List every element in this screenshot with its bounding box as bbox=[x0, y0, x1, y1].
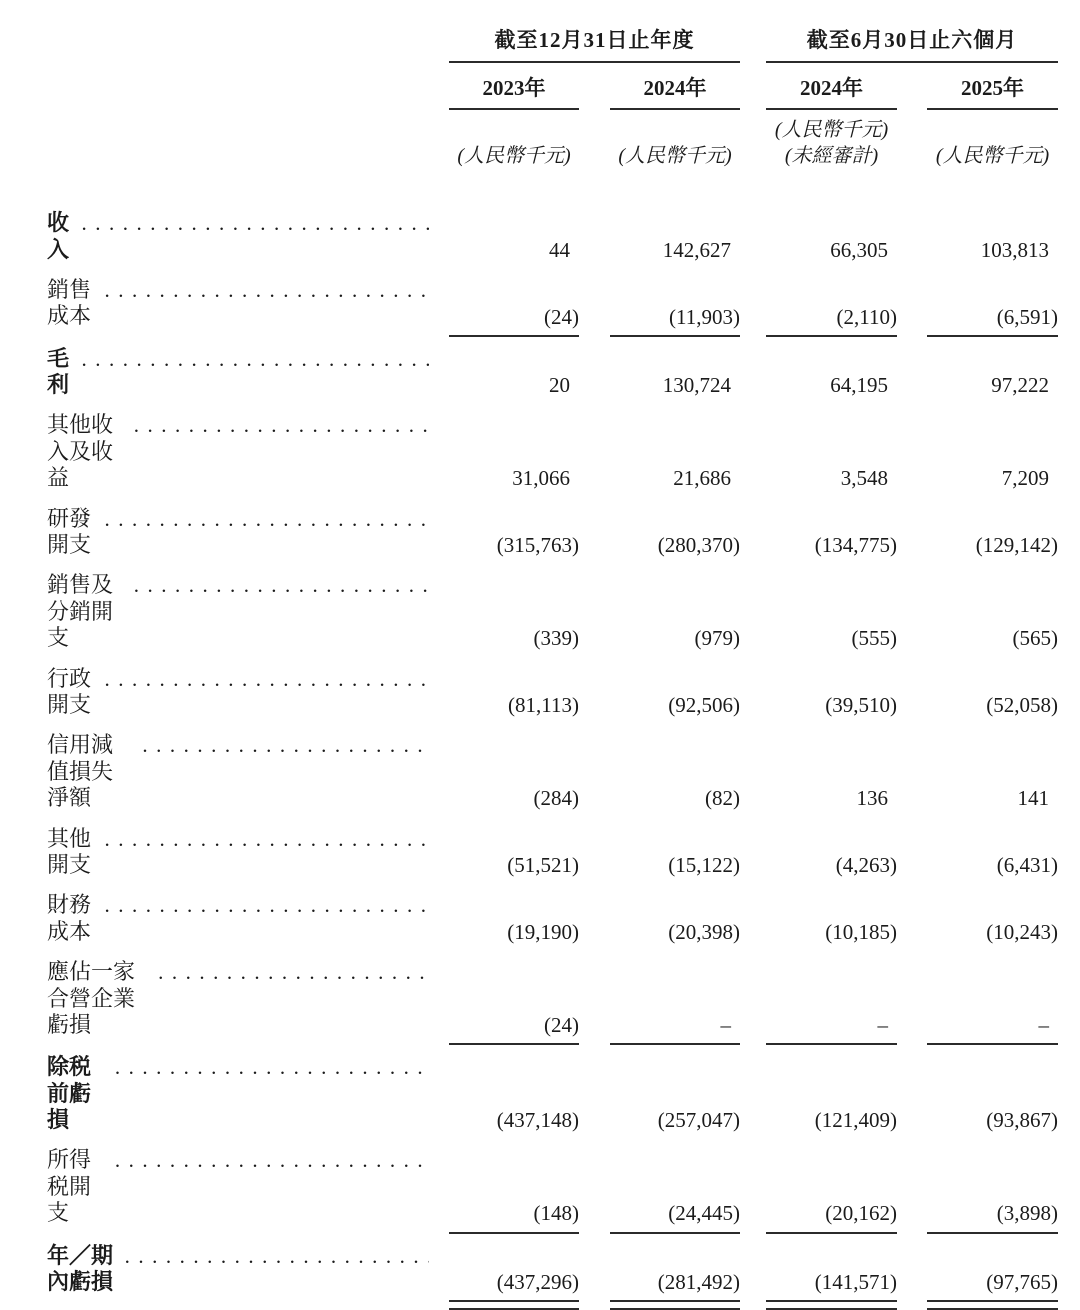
value-2024-interim: (4,263) bbox=[835, 853, 897, 878]
table-row bbox=[47, 725, 1080, 818]
dot-leader bbox=[142, 732, 429, 758]
year-header-2023: 2023年 bbox=[449, 63, 579, 110]
table-row bbox=[47, 339, 1080, 406]
unit-label: (人民幣千元) bbox=[457, 145, 571, 168]
column-rule bbox=[927, 1300, 1058, 1310]
unit-label: (人民幣千元) bbox=[935, 145, 1050, 168]
table-row bbox=[47, 203, 1080, 270]
dot-leader bbox=[81, 210, 429, 236]
row-label: 行政開支 bbox=[47, 665, 92, 717]
value-2023: (81,113) bbox=[508, 693, 579, 718]
table-row bbox=[47, 819, 1080, 886]
value-2025-interim: 97,222 bbox=[991, 373, 1049, 398]
value-2024: (20,398) bbox=[668, 919, 740, 944]
value-2024: (280,370) bbox=[657, 533, 740, 558]
value-2024-interim: (134,775) bbox=[814, 533, 897, 558]
year-header-2024: 2024年 bbox=[610, 63, 740, 110]
period-group-interim: 截至6月30日止六個月 bbox=[766, 28, 1058, 63]
value-2024-interim: 66,305 bbox=[830, 237, 888, 262]
value-2023: 44 bbox=[549, 237, 570, 262]
table-row bbox=[47, 952, 1080, 1045]
dot-leader bbox=[81, 346, 429, 372]
dot-leader bbox=[104, 826, 429, 852]
value-2024: 21,686 bbox=[673, 466, 731, 491]
value-2025-interim: (97,765) bbox=[986, 1270, 1058, 1295]
value-2024-interim: (121,409) bbox=[814, 1108, 897, 1133]
column-rule bbox=[449, 1300, 579, 1310]
value-2025-interim: 7,209 bbox=[1001, 466, 1049, 491]
row-label: 銷售成本 bbox=[47, 276, 92, 329]
dot-leader bbox=[104, 892, 429, 918]
value-2023: (284) bbox=[533, 786, 579, 811]
row-label: 信用減值損失淨額 bbox=[47, 732, 114, 811]
value-2023: (437,148) bbox=[496, 1108, 579, 1133]
row-label: 除税前虧損 bbox=[47, 1054, 92, 1133]
header-unit-row bbox=[47, 110, 1080, 169]
table-row bbox=[47, 270, 1080, 337]
column-rule bbox=[610, 1300, 740, 1310]
value-2025-interim: (10,243) bbox=[986, 919, 1058, 944]
value-2024: 130,724 bbox=[662, 373, 731, 398]
column-rule bbox=[766, 1300, 897, 1310]
row-label: 毛利 bbox=[47, 345, 70, 398]
table-body bbox=[47, 203, 1080, 1310]
year-header-2024-interim: 2024年 bbox=[766, 63, 897, 110]
value-2023: (315,763) bbox=[496, 533, 579, 558]
value-2023: 31,066 bbox=[512, 466, 570, 491]
row-label: 所得税開支 bbox=[47, 1147, 92, 1226]
value-2025-interim: (93,867) bbox=[986, 1108, 1058, 1133]
value-2024: (281,492) bbox=[657, 1270, 740, 1295]
value-2025-interim: (565) bbox=[1012, 626, 1058, 651]
table-row bbox=[47, 1140, 1080, 1233]
value-2024: – bbox=[720, 1013, 731, 1038]
dot-leader bbox=[104, 666, 429, 692]
value-2024: (82) bbox=[705, 786, 740, 811]
dot-leader bbox=[125, 1243, 429, 1269]
value-2024-interim: (20,162) bbox=[825, 1201, 897, 1226]
value-2024: (11,903) bbox=[669, 304, 740, 329]
row-label: 其他收入及收益 bbox=[47, 412, 114, 491]
value-2023: (24) bbox=[544, 304, 579, 329]
header-year-row bbox=[47, 63, 1080, 110]
value-2023: (24) bbox=[544, 1013, 579, 1038]
row-label: 銷售及分銷開支 bbox=[47, 572, 114, 651]
year-header-2025-interim: 2025年 bbox=[927, 63, 1058, 110]
header-group-row bbox=[47, 28, 1080, 63]
value-2023: 20 bbox=[549, 373, 570, 398]
column-rule bbox=[610, 335, 740, 337]
unit-label: (人民幣千元) bbox=[774, 119, 889, 142]
dot-leader bbox=[134, 412, 429, 438]
value-2025-interim: (52,058) bbox=[986, 693, 1058, 718]
value-2024: (24,445) bbox=[668, 1201, 740, 1226]
dot-leader bbox=[115, 1147, 429, 1173]
row-label: 年／期內虧損 bbox=[47, 1242, 114, 1295]
unaudited-label: (未經審計) bbox=[784, 145, 879, 168]
value-2023: (437,296) bbox=[496, 1270, 579, 1295]
value-2024: 142,627 bbox=[662, 237, 731, 262]
period-group-annual: 截至12月31日止年度 bbox=[449, 28, 740, 63]
value-2024: (92,506) bbox=[668, 693, 740, 718]
value-2025-interim: (6,591) bbox=[996, 304, 1058, 329]
value-2024-interim: (10,185) bbox=[825, 919, 897, 944]
value-2024-interim: – bbox=[877, 1013, 888, 1038]
value-2024-interim: (555) bbox=[851, 626, 897, 651]
value-2025-interim: (129,142) bbox=[975, 533, 1058, 558]
value-2024: (15,122) bbox=[668, 853, 740, 878]
unit-label-with-unaudited bbox=[766, 110, 897, 169]
table-row bbox=[47, 885, 1080, 952]
dot-leader bbox=[134, 572, 429, 598]
column-rule bbox=[766, 335, 897, 337]
value-2025-interim: 103,813 bbox=[980, 237, 1049, 262]
row-label: 財務成本 bbox=[47, 892, 92, 944]
unit-label: (人民幣千元) bbox=[618, 145, 732, 168]
row-label: 應佔一家合營企業虧損 bbox=[47, 959, 136, 1037]
dot-leader bbox=[104, 506, 429, 532]
dot-leader bbox=[104, 277, 429, 303]
column-rule bbox=[766, 1043, 897, 1045]
table-row bbox=[47, 565, 1080, 658]
column-rule bbox=[927, 335, 1058, 337]
value-2024: (257,047) bbox=[657, 1108, 740, 1133]
column-rule bbox=[927, 1232, 1058, 1234]
dot-leader bbox=[115, 1054, 429, 1080]
value-2023: (19,190) bbox=[507, 919, 579, 944]
column-rule bbox=[449, 335, 579, 337]
table-row bbox=[47, 1236, 1080, 1303]
value-2024-interim: (141,571) bbox=[814, 1270, 897, 1295]
value-2024-interim: 3,548 bbox=[840, 466, 888, 491]
value-2025-interim: (6,431) bbox=[996, 853, 1058, 878]
column-rule bbox=[610, 1232, 740, 1234]
value-2024-interim: 64,195 bbox=[830, 373, 888, 398]
value-2024-interim: (39,510) bbox=[825, 693, 897, 718]
value-2024-interim: 136 bbox=[856, 786, 888, 811]
column-rule bbox=[927, 1043, 1058, 1045]
value-2024-interim: (2,110) bbox=[836, 304, 897, 329]
value-2025-interim: – bbox=[1038, 1013, 1049, 1038]
value-2023: (148) bbox=[533, 1201, 579, 1226]
row-label: 收入 bbox=[47, 210, 70, 262]
column-rule bbox=[449, 1232, 579, 1234]
table-row bbox=[47, 405, 1080, 498]
column-rule bbox=[449, 1043, 579, 1045]
value-2023: (339) bbox=[533, 626, 579, 651]
table-row bbox=[47, 499, 1080, 566]
row-label: 其他開支 bbox=[47, 825, 92, 877]
dot-leader bbox=[158, 959, 429, 985]
table-row bbox=[47, 659, 1080, 726]
table-row bbox=[47, 1047, 1080, 1140]
row-label: 研發開支 bbox=[47, 505, 92, 558]
value-2025-interim: 141 bbox=[1017, 786, 1049, 811]
column-rule bbox=[610, 1043, 740, 1045]
value-2023: (51,521) bbox=[507, 853, 579, 878]
column-rule bbox=[766, 1232, 897, 1234]
value-2025-interim: (3,898) bbox=[996, 1201, 1058, 1226]
value-2024: (979) bbox=[694, 626, 740, 651]
